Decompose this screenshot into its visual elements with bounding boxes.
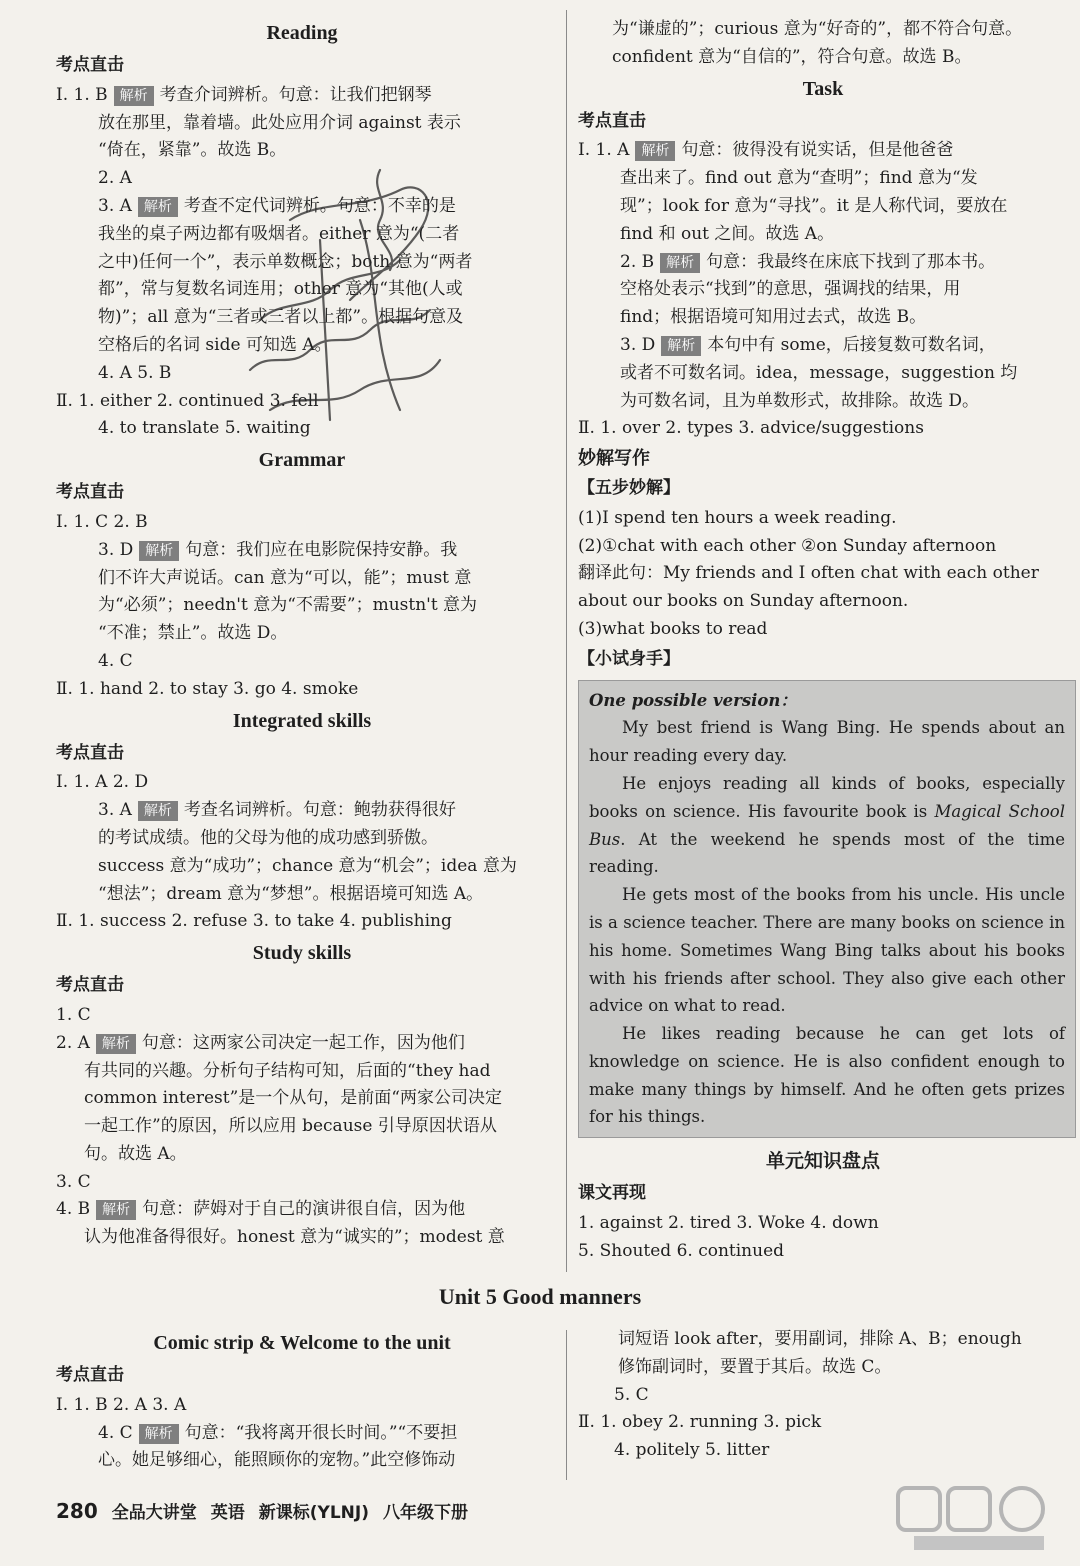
explanation: find；根据语境可知用过去式，故选 B。 [620, 307, 927, 328]
section-title: Grammar [258, 449, 346, 472]
answer: 5. Shouted 6. continued [578, 1240, 785, 1261]
step-line: (1)I spend ten hours a week reading. [578, 507, 897, 528]
essay-paragraph: He gets most of the books from his uncle. His uncle is a science teacher. There are many books on science in his home. Sometimes Wang Bing talks about his books with his friends after school. They also give each other advice on what to read. [589, 885, 1065, 1016]
answer: 4. politely 5. litter [614, 1440, 770, 1461]
explanation: 句意：萨姆对于自己的演讲很自信，因为他 [142, 1199, 466, 1220]
answer: Ⅰ. 1. C 2. B [56, 511, 148, 532]
explanation: 句意：我们应在电影院保持安静。我 [185, 539, 458, 560]
explanation: 物)”；all 意为“三者或三者以上都”。根据句意及 [98, 307, 464, 328]
essay-text: . At the weekend he spends most of the time reading. [589, 829, 1065, 877]
answer: 3. D [98, 539, 134, 560]
explanation: 句意：彼得没有说实话，但是他爸爸 [681, 140, 954, 161]
explanation: common interest”是一个从句，是前面“两家公司决定 [84, 1088, 502, 1109]
explanation: 之中)任何一个”，表示单数概念；both 意为“两者 [98, 251, 473, 272]
explanation: 词短语 look after，要用副词，排除 A、B；enough [618, 1329, 1022, 1349]
step-line: (3)what books to read [578, 618, 768, 639]
essay-paragraph: He likes reading because he can get lots of knowledge on science. He is also confident enough to make many things by himself. And he often gets prizes for his things. [589, 1024, 1065, 1127]
answer: 5. C [614, 1384, 649, 1405]
subheading: 考点直击 [56, 975, 124, 996]
answer: 4. A 5. B [98, 362, 172, 383]
essay-paragraph [589, 770, 1065, 881]
analysis-badge: 解析 [114, 86, 154, 106]
answer: Ⅰ. 1. A [578, 140, 630, 161]
essay-paragraph: My best friend is Wang Bing. He spends about an hour reading every day. [589, 718, 1065, 766]
explanation: success 意为“成功”；chance 意为“机会”；idea 意为 [98, 855, 517, 876]
answer: Ⅰ. 1. B 2. A 3. A [56, 1394, 187, 1415]
step-line: 翻译此句：My friends and I often chat with each other [578, 563, 1039, 584]
answer: Ⅰ. 1. A 2. D [56, 772, 149, 793]
explanation: 句意：这两家公司决定一起工作，因为他们 [141, 1032, 465, 1053]
explanation: “不准；禁止”。故选 D。 [98, 623, 288, 644]
answer: 4. C [98, 1422, 133, 1443]
explanation: 句。故选 A。 [84, 1143, 187, 1164]
subheading: 考点直击 [56, 482, 124, 503]
subject: 英语 [210, 1503, 245, 1523]
explanation: 为“必须”；needn't 意为“不需要”；mustn't 意为 [98, 595, 478, 616]
explanation: 的考试成绩。他的父母为他的成功感到骄傲。 [98, 827, 438, 848]
explanation: 考查名词辨析。句意：鲍勃获得很好 [183, 800, 456, 821]
explanation: 本句中有 some，后接复数可数名词， [707, 334, 996, 355]
answer: 2. A [56, 1032, 90, 1053]
essay-text: He enjoys reading all kinds of books, especially books on science. His favourite book is [589, 773, 1065, 821]
handwritten-watermark [230, 160, 460, 440]
answer: 4. to translate 5. waiting [98, 418, 311, 439]
explanation: 空格处表示“找到”的意思，强调找的结果，用 [620, 279, 961, 300]
section-title: Study skills [252, 942, 352, 965]
explanation: confident 意为“自信的”，符合句意。故选 B。 [612, 46, 972, 67]
try-heading: 【小试身手】 [578, 648, 680, 669]
grade: 八年级下册 [382, 1503, 468, 1523]
answer: 3. D [620, 334, 656, 355]
essay-lead: One possible version： [589, 690, 797, 710]
analysis-badge: 解析 [139, 541, 179, 561]
explanation: 认为他准备得很好。honest 意为“诚实的”；modest 意 [84, 1227, 505, 1248]
explanation: 有共同的兴趣。分析句子结构可知，后面的“they had [84, 1060, 491, 1081]
subheading: 课文再现 [578, 1183, 646, 1204]
answer: 1. C [56, 1004, 91, 1025]
subheading: 考点直击 [56, 742, 124, 763]
analysis-badge: 解析 [138, 801, 178, 821]
explanation: 考查介词辨析。句意：让我们把钢琴 [159, 84, 432, 105]
subheading: 考点直击 [56, 55, 124, 75]
answer: 4. C [98, 650, 133, 671]
explanation: 句意：我最终在床底下找到了那本书。 [706, 251, 996, 272]
answer: Ⅱ. 1. over 2. types 3. advice/suggestions [578, 418, 924, 439]
section-title: Task [802, 77, 844, 100]
explanation: 句意：“我将离开很长时间。”“不要担 [184, 1422, 458, 1443]
analysis-badge: 解析 [96, 1200, 136, 1220]
explanation: 们不许大声说话。can 意为“可以，能”；must 意 [98, 567, 472, 588]
edition: 新课标(YLNJ) [258, 1503, 369, 1523]
answer: 1. against 2. tired 3. Woke 4. down [578, 1213, 879, 1234]
explanation: 我坐的桌子两边都有吸烟者。either 意为“(二者 [98, 223, 460, 244]
explanation: 为可数名词，且为单数形式，故排除。故选 D。 [620, 390, 980, 411]
answer: 3. A [98, 800, 132, 821]
explanation: 考查不定代词辨析。句意：不幸的是 [183, 195, 456, 216]
explanation: “倚在，紧靠”。故选 B。 [98, 140, 287, 161]
explanation: 都”，常与复数名词连用；other 意为“其他(人或 [98, 279, 463, 300]
step-line: (2)①chat with each other ②on Sunday afternoon [578, 535, 997, 556]
subheading: 考点直击 [578, 110, 646, 131]
answer: 3. C [56, 1171, 91, 1192]
analysis-badge: 解析 [138, 197, 178, 217]
page-footer [56, 1498, 482, 1523]
analysis-badge: 解析 [661, 336, 701, 356]
answer: Ⅱ. 1. obey 2. running 3. pick [578, 1412, 822, 1433]
page-number: 280 [56, 1499, 98, 1523]
explanation: 现”；look for 意为“寻找”。it 是人称代词，要放在 [620, 195, 1008, 216]
writing-heading: 妙解写作 [578, 448, 650, 470]
explanation: 心。她足够细心，能照顾你的宠物。”此空修饰动 [98, 1450, 456, 1471]
analysis-badge: 解析 [96, 1034, 136, 1054]
unit-left-column [56, 1326, 548, 1475]
explanation: 查出来了。find out 意为“查明”；find 意为“发 [620, 168, 978, 189]
site-logo [894, 1484, 1064, 1554]
answer: Ⅱ. 1. either 2. continued 3. fell [56, 390, 319, 411]
explanation: “想法”；dream 意为“梦想”。根据语境可知选 A。 [98, 883, 484, 904]
analysis-badge: 解析 [139, 1424, 179, 1444]
section-title: Integrated skills [232, 709, 372, 732]
answer: 4. B [56, 1199, 91, 1220]
explanation: 一起工作”的原因，所以应用 because 引导原因状语从 [84, 1116, 497, 1137]
explanation: 为“谦虚的”；curious 意为“好奇的”，都不符合句意。 [612, 19, 1023, 39]
step-line: about our books on Sunday afternoon. [578, 591, 909, 612]
answer: Ⅱ. 1. hand 2. to stay 3. go 4. smoke [56, 678, 359, 699]
answer: 2. B [620, 251, 655, 272]
answer: 2. A [98, 168, 132, 189]
explanation: 或者不可数名词。idea，message，suggestion 均 [620, 362, 1018, 383]
analysis-badge: 解析 [635, 141, 675, 161]
explanation: 修饰副词时，要置于其后。故选 C。 [618, 1356, 892, 1377]
sample-essay-box [578, 680, 1076, 1139]
brand: 全品大讲堂 [111, 1503, 197, 1523]
steps-heading: 【五步妙解】 [578, 477, 680, 498]
answer: Ⅱ. 1. success 2. refuse 3. to take 4. publishing [56, 911, 452, 932]
analysis-badge: 解析 [660, 253, 700, 273]
unit-title: Unit 5 Good manners [438, 1284, 642, 1309]
section-title: 单元知识盘点 [765, 1150, 880, 1173]
right-column [578, 16, 1068, 1266]
column-divider [566, 10, 567, 1272]
section-title: Comic strip & Welcome to the unit [153, 1332, 451, 1354]
unit-right-column [578, 1326, 1068, 1465]
book-title: Magical School Bus [589, 801, 1065, 849]
explanation: 空格后的名词 side 可知选 A。 [98, 334, 332, 355]
answer: 3. A [98, 195, 132, 216]
section-title: Reading [266, 22, 338, 44]
explanation: find 和 out 之间。故选 A。 [620, 223, 835, 244]
answer: Ⅰ. 1. B [56, 84, 108, 105]
subheading: 考点直击 [56, 1365, 124, 1385]
column-divider-bottom [566, 1330, 567, 1480]
explanation: 放在那里，靠着墙。此处应用介词 against 表示 [98, 112, 461, 133]
